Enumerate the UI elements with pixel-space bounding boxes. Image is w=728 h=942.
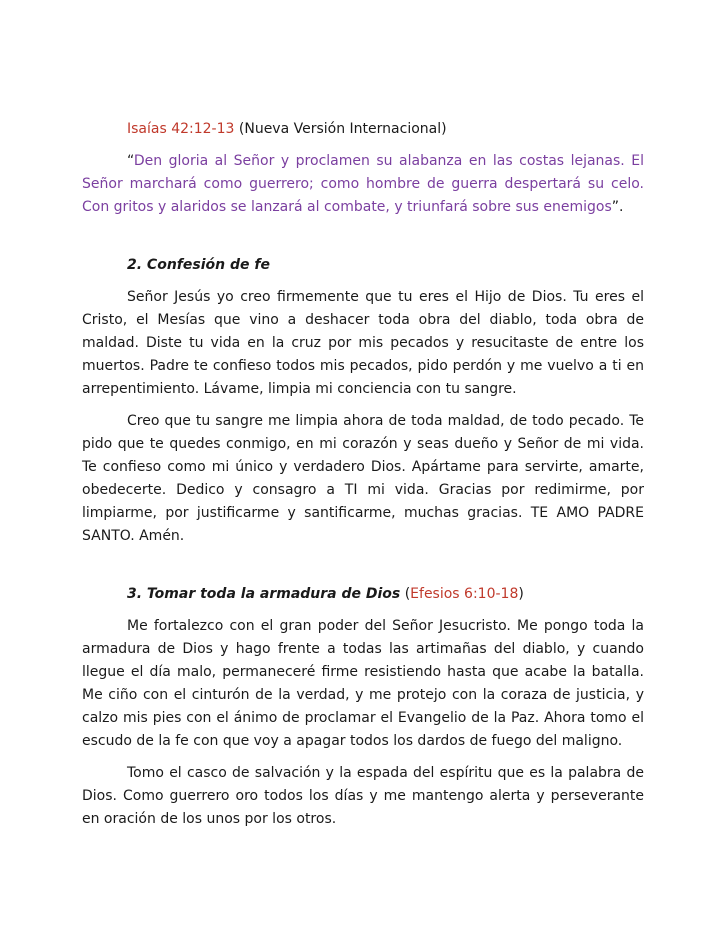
section-heading-armadura: 3. Tomar toda la armadura de Dios bbox=[127, 586, 401, 602]
ref-open-paren: ( bbox=[400, 586, 411, 602]
close-quote: ”. bbox=[611, 199, 624, 215]
confesion-paragraph-1: Señor Jesús yo creo firmemente que tu eres el Hijo de Dios. Tu eres el Cristo, el Mesías que vino a deshacer toda obra del diablo, toda obra de maldad. Diste tu vida en la cruz por mis pecados y resucitaste de entre los muertos. Padre te confieso todos mis pecados, pido perdón y me vuelvo a ti en arrepentimiento. Lávame, limpia mi conciencia con tu sangre. bbox=[82, 289, 644, 397]
section-heading-armadura-line bbox=[82, 583, 644, 606]
scripture-verse-text: Den gloria al Señor y proclamen su alabanza en las costas lejanas. El Señor marchará como guerrero; como hombre de guerra despertará su celo. Con gritos y alaridos se lanzará al combate, y triunfará sobre sus enemigos bbox=[82, 153, 644, 215]
armadura-paragraph-2: Tomo el casco de salvación y la espada del espíritu que es la palabra de Dios. Como guerrero oro todos los días y me mantengo alerta y perseverante en oración de los unos por los otros. bbox=[82, 765, 644, 827]
section-heading-confesion: 2. Confesión de fe bbox=[127, 257, 270, 273]
open-quote: “ bbox=[127, 153, 134, 169]
scripture-citation-efesios: Efesios 6:10-18 bbox=[410, 586, 519, 602]
ref-close-paren: ) bbox=[518, 586, 524, 602]
confesion-paragraph-2: Creo que tu sangre me limpia ahora de toda maldad, de todo pecado. Te pido que te quedes conmigo, en mi corazón y seas dueño y Señor de mi vida. Te confieso como mi único y verdadero Dios. Apártame para servirte, amarte, obedecerte. Dedico y consagro a TI mi vida. Gracias por redimirme, por limpiarme, por justificarme y santificarme, muchas gracias. TE AMO PADRE SANTO. Amén. bbox=[82, 413, 644, 544]
bible-version: (Nueva Versión Internacional) bbox=[234, 121, 447, 137]
document-page bbox=[82, 118, 644, 831]
armadura-paragraph-1: Me fortalezco con el gran poder del Señor Jesucristo. Me pongo toda la armadura de Dios y hago frente a todas las artimañas del diablo, y cuando llegue el día malo, permaneceré firme resistiendo hasta que acabe la batalla. Me ciño con el cinturón de la verdad, y me protejo con la coraza de justicia, y calzo mis pies con el ánimo de proclamar el Evangelio de la Paz. Ahora tomo el escudo de la fe con que voy a apagar todos los dardos de fuego del maligno. bbox=[82, 618, 644, 749]
scripture-reference-line bbox=[82, 118, 644, 141]
scripture-verse-paragraph bbox=[82, 150, 644, 219]
scripture-citation-isaias: Isaías 42:12-13 bbox=[127, 121, 235, 137]
